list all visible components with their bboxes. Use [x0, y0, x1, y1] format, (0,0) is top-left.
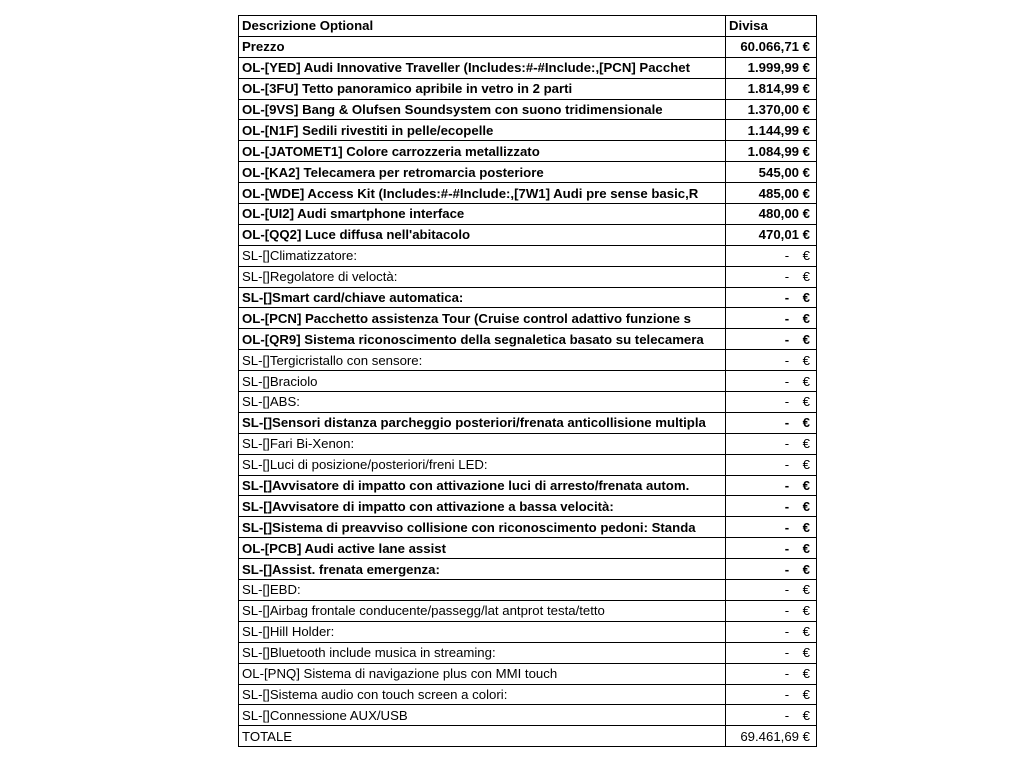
- table-row: [239, 162, 817, 183]
- euro-sign: €: [802, 373, 810, 389]
- optional-price-table: [238, 15, 817, 747]
- row-value: 1.999,99 €: [726, 57, 817, 78]
- euro-sign: €: [802, 686, 810, 702]
- row-description: SL-[]Climatizzatore:: [239, 245, 726, 266]
- dash-mark: -: [784, 478, 790, 494]
- row-description: OL-[YED] Audi Innovative Traveller (Includes:#-#Include:,[PCN] Pacchet: [239, 57, 726, 78]
- table-row: [239, 412, 817, 433]
- row-description: SL-[]Avvisatore di impatto con attivazione a bassa velocità:: [239, 496, 726, 517]
- table-row: [239, 224, 817, 245]
- euro-sign: €: [802, 645, 810, 661]
- row-description: OL-[9VS] Bang & Olufsen Soundsystem con suono tridimensionale: [239, 99, 726, 120]
- row-description: SL-[]ABS:: [239, 392, 726, 413]
- empty-value: [778, 601, 810, 620]
- table-row: [239, 621, 817, 642]
- row-value-empty: [726, 475, 817, 496]
- row-value-empty: [726, 329, 817, 350]
- row-value-empty: [726, 266, 817, 287]
- empty-value: [778, 518, 810, 537]
- row-description: OL-[PCB] Audi active lane assist: [239, 538, 726, 559]
- empty-value: [778, 476, 810, 495]
- row-description: OL-[3FU] Tetto panoramico apribile in vetro in 2 parti: [239, 78, 726, 99]
- euro-sign: €: [802, 540, 810, 556]
- row-value-empty: [726, 684, 817, 705]
- euro-sign: €: [802, 561, 810, 577]
- row-description: SL-[]Fari Bi-Xenon:: [239, 433, 726, 454]
- row-description: OL-[WDE] Access Kit (Includes:#-#Include:,[7W1] Audi pre sense basic,R: [239, 183, 726, 204]
- empty-value: [778, 455, 810, 474]
- euro-sign: €: [802, 310, 810, 326]
- empty-value: [778, 288, 810, 307]
- dash-mark: -: [784, 624, 790, 640]
- row-value-empty: [726, 287, 817, 308]
- table-row: [239, 517, 817, 538]
- empty-value: [778, 497, 810, 516]
- row-value: 485,00 €: [726, 183, 817, 204]
- row-value-empty: [726, 705, 817, 726]
- empty-value: [778, 413, 810, 432]
- table-row: [239, 580, 817, 601]
- dash-mark: -: [784, 457, 790, 473]
- table-row: [239, 287, 817, 308]
- dash-mark: -: [784, 519, 790, 535]
- table-row: [239, 141, 817, 162]
- row-value-empty: [726, 454, 817, 475]
- euro-sign: €: [802, 415, 810, 431]
- row-description: SL-[]Braciolo: [239, 371, 726, 392]
- total-row: [239, 726, 817, 747]
- header-row: [239, 16, 817, 37]
- euro-sign: €: [802, 290, 810, 306]
- dash-mark: -: [784, 645, 790, 661]
- empty-value: [778, 622, 810, 641]
- row-value: 545,00 €: [726, 162, 817, 183]
- euro-sign: €: [802, 457, 810, 473]
- row-value-empty: [726, 517, 817, 538]
- row-description: OL-[N1F] Sedili rivestiti in pelle/ecopelle: [239, 120, 726, 141]
- row-description: SL-[]Avvisatore di impatto con attivazione luci di arresto/frenata autom.: [239, 475, 726, 496]
- row-description: OL-[PCN] Pacchetto assistenza Tour (Cruise control adattivo funzione s: [239, 308, 726, 329]
- row-value-empty: [726, 600, 817, 621]
- table-body: [239, 16, 817, 747]
- dash-mark: -: [784, 310, 790, 326]
- row-value: 470,01 €: [726, 224, 817, 245]
- row-value: 60.066,71 €: [726, 36, 817, 57]
- empty-value: [778, 246, 810, 265]
- row-description: SL-[]Sistema di preavviso collisione con riconoscimento pedoni: Standa: [239, 517, 726, 538]
- row-description: SL-[]Connessione AUX/USB: [239, 705, 726, 726]
- table-row: [239, 36, 817, 57]
- dash-mark: -: [784, 498, 790, 514]
- dash-mark: -: [784, 352, 790, 368]
- row-value-empty: [726, 559, 817, 580]
- empty-value: [778, 267, 810, 286]
- dash-mark: -: [784, 248, 790, 264]
- dash-mark: -: [784, 707, 790, 723]
- table-row: [239, 454, 817, 475]
- table-row: [239, 433, 817, 454]
- row-description: SL-[]Tergicristallo con sensore:: [239, 350, 726, 371]
- table-row: [239, 600, 817, 621]
- row-description: SL-[]Smart card/chiave automatica:: [239, 287, 726, 308]
- total-label: TOTALE: [239, 726, 726, 747]
- row-value: 1.370,00 €: [726, 99, 817, 120]
- dash-mark: -: [784, 582, 790, 598]
- row-value-empty: [726, 412, 817, 433]
- row-description: OL-[JATOMET1] Colore carrozzeria metallizzato: [239, 141, 726, 162]
- empty-value: [778, 643, 810, 662]
- euro-sign: €: [802, 269, 810, 285]
- row-description: SL-[]Assist. frenata emergenza:: [239, 559, 726, 580]
- row-description: SL-[]Regolatore di veloctà:: [239, 266, 726, 287]
- row-description: Prezzo: [239, 36, 726, 57]
- euro-sign: €: [802, 624, 810, 640]
- table-row: [239, 308, 817, 329]
- empty-value: [778, 309, 810, 328]
- row-description: OL-[KA2] Telecamera per retromarcia posteriore: [239, 162, 726, 183]
- euro-sign: €: [802, 666, 810, 682]
- dash-mark: -: [784, 394, 790, 410]
- euro-sign: €: [802, 498, 810, 514]
- dash-mark: -: [784, 436, 790, 452]
- row-value-empty: [726, 538, 817, 559]
- dash-mark: -: [784, 415, 790, 431]
- header-currency: Divisa: [726, 16, 817, 37]
- euro-sign: €: [802, 331, 810, 347]
- row-value-empty: [726, 392, 817, 413]
- empty-value: [778, 330, 810, 349]
- row-value: 1.084,99 €: [726, 141, 817, 162]
- euro-sign: €: [802, 519, 810, 535]
- euro-sign: €: [802, 582, 810, 598]
- euro-sign: €: [802, 478, 810, 494]
- row-description: SL-[]Sensori distanza parcheggio posteriori/frenata anticollisione multipla: [239, 412, 726, 433]
- row-description: SL-[]Bluetooth include musica in streaming:: [239, 642, 726, 663]
- table-row: [239, 78, 817, 99]
- dash-mark: -: [784, 373, 790, 389]
- row-value: 1.144,99 €: [726, 120, 817, 141]
- empty-value: [778, 560, 810, 579]
- row-value: 480,00 €: [726, 204, 817, 225]
- table-row: [239, 329, 817, 350]
- dash-mark: -: [784, 561, 790, 577]
- row-value-empty: [726, 245, 817, 266]
- row-value-empty: [726, 642, 817, 663]
- table-row: [239, 371, 817, 392]
- row-description: SL-[]Airbag frontale conducente/passegg/lat antprot testa/tetto: [239, 600, 726, 621]
- table-row: [239, 475, 817, 496]
- empty-value: [778, 434, 810, 453]
- empty-value: [778, 664, 810, 683]
- table-row: [239, 245, 817, 266]
- euro-sign: €: [802, 603, 810, 619]
- table-row: [239, 684, 817, 705]
- table-row: [239, 204, 817, 225]
- table-row: [239, 266, 817, 287]
- dash-mark: -: [784, 540, 790, 556]
- dash-mark: -: [784, 603, 790, 619]
- empty-value: [778, 706, 810, 725]
- dash-mark: -: [784, 686, 790, 702]
- table-row: [239, 57, 817, 78]
- row-value-empty: [726, 350, 817, 371]
- empty-value: [778, 372, 810, 391]
- euro-sign: €: [802, 248, 810, 264]
- table-row: [239, 183, 817, 204]
- dash-mark: -: [784, 666, 790, 682]
- row-description: OL-[PNQ] Sistema di navigazione plus con MMI touch: [239, 663, 726, 684]
- empty-value: [778, 685, 810, 704]
- row-description: OL-[QR9] Sistema riconoscimento della segnaletica basato su telecamera: [239, 329, 726, 350]
- table-row: [239, 392, 817, 413]
- table-row: [239, 120, 817, 141]
- row-value-empty: [726, 308, 817, 329]
- empty-value: [778, 351, 810, 370]
- table-row: [239, 99, 817, 120]
- euro-sign: €: [802, 436, 810, 452]
- row-value: 1.814,99 €: [726, 78, 817, 99]
- row-value-empty: [726, 621, 817, 642]
- empty-value: [778, 539, 810, 558]
- empty-value: [778, 392, 810, 411]
- dash-mark: -: [784, 269, 790, 285]
- total-value: 69.461,69 €: [726, 726, 817, 747]
- row-value-empty: [726, 663, 817, 684]
- table-row: [239, 496, 817, 517]
- row-description: OL-[UI2] Audi smartphone interface: [239, 204, 726, 225]
- empty-value: [778, 580, 810, 599]
- row-value-empty: [726, 433, 817, 454]
- row-description: SL-[]Luci di posizione/posteriori/freni LED:: [239, 454, 726, 475]
- row-value-empty: [726, 580, 817, 601]
- row-description: SL-[]EBD:: [239, 580, 726, 601]
- table-row: [239, 559, 817, 580]
- euro-sign: €: [802, 707, 810, 723]
- table-row: [239, 538, 817, 559]
- row-description: OL-[QQ2] Luce diffusa nell'abitacolo: [239, 224, 726, 245]
- euro-sign: €: [802, 352, 810, 368]
- table-row: [239, 705, 817, 726]
- dash-mark: -: [784, 331, 790, 347]
- row-description: SL-[]Hill Holder:: [239, 621, 726, 642]
- row-description: SL-[]Sistema audio con touch screen a colori:: [239, 684, 726, 705]
- row-value-empty: [726, 496, 817, 517]
- header-description: Descrizione Optional: [239, 16, 726, 37]
- table-row: [239, 642, 817, 663]
- row-value-empty: [726, 371, 817, 392]
- table-row: [239, 350, 817, 371]
- euro-sign: €: [802, 394, 810, 410]
- table-row: [239, 663, 817, 684]
- dash-mark: -: [784, 290, 790, 306]
